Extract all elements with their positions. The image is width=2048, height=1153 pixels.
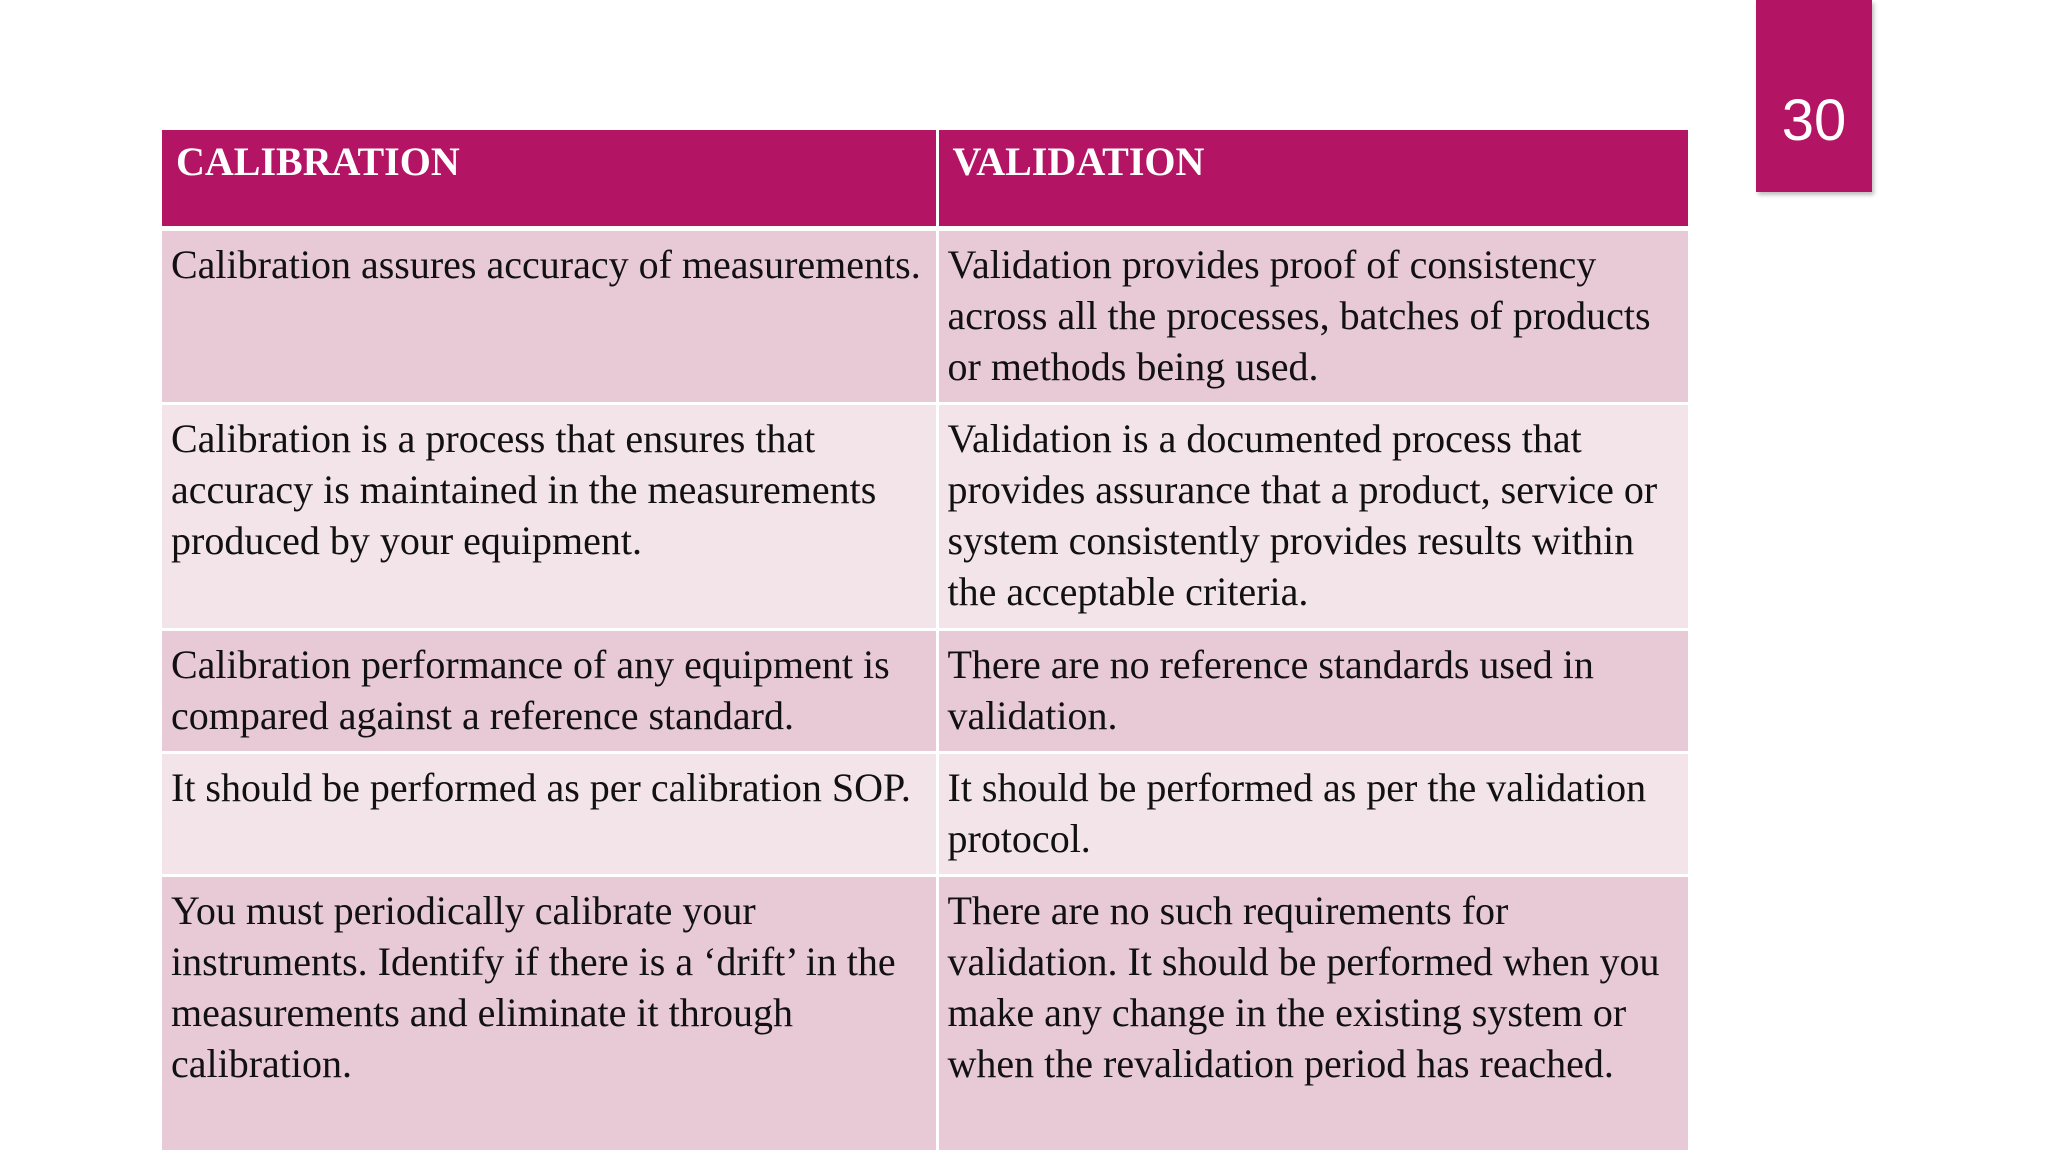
slide-number-box	[1756, 0, 1872, 192]
table-header-row	[162, 130, 1688, 228]
comparison-table	[162, 130, 1688, 1153]
validation-cell: There are no such requirements for validation. It should be performed when you make any change in the existing system or when the revalidation period has reached.	[937, 875, 1688, 1151]
table-row	[162, 875, 1688, 1151]
table-row	[162, 629, 1688, 752]
calibration-cell: Calibration assures accuracy of measurements.	[162, 228, 937, 403]
table-row	[162, 403, 1688, 629]
validation-cell: It should be performed as per the validation protocol.	[937, 752, 1688, 875]
header-calibration: CALIBRATION	[162, 130, 937, 228]
slide-number: 30	[1781, 88, 1847, 153]
validation-cell: Validation is a documented process that provides assurance that a product, service or system consistently provides results within the acceptable criteria.	[937, 403, 1688, 629]
table-row	[162, 752, 1688, 875]
validation-cell: There are no reference standards used in validation.	[937, 629, 1688, 752]
table-row	[162, 228, 1688, 403]
calibration-cell: Calibration is a process that ensures that accuracy is maintained in the measurements produced by your equipment.	[162, 403, 937, 629]
calibration-cell: It should be performed as per calibration SOP.	[162, 752, 937, 875]
validation-cell: Validation provides proof of consistency across all the processes, batches of products or methods being used.	[937, 228, 1688, 403]
calibration-cell: You must periodically calibrate your instruments. Identify if there is a ‘drift’ in the measurements and eliminate it through calibration.	[162, 875, 937, 1151]
header-validation: VALIDATION	[937, 130, 1688, 228]
calibration-cell: Calibration performance of any equipment is compared against a reference standard.	[162, 629, 937, 752]
